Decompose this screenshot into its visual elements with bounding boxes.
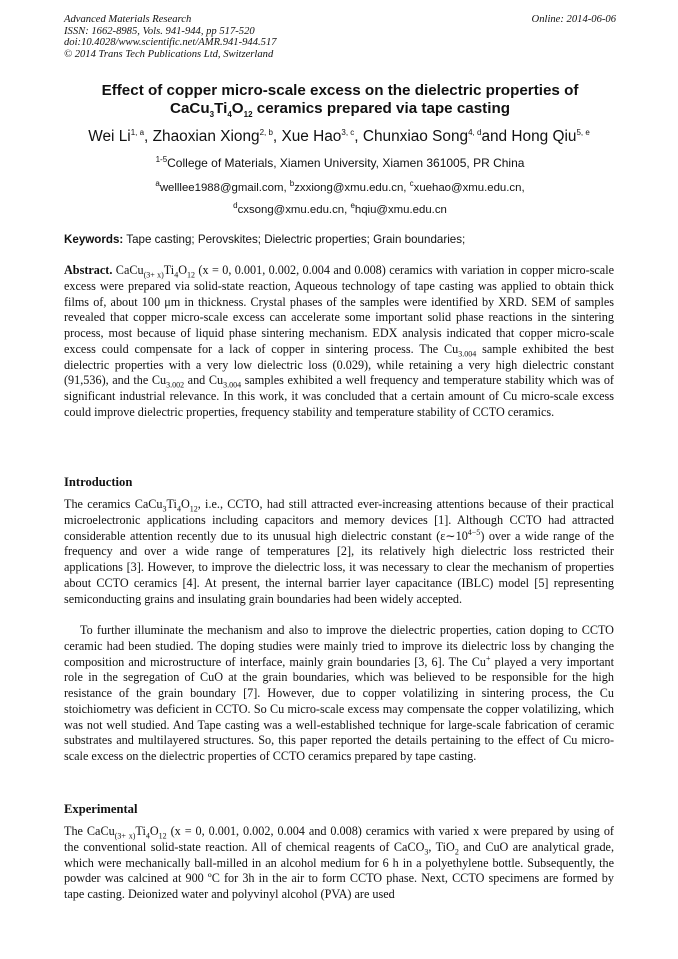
email-marker: d (233, 201, 238, 211)
author-1: Wei Li (88, 128, 131, 145)
author-2-affil: 2, b (259, 127, 273, 137)
abstract-text: CaCu (112, 263, 144, 277)
title-rest: ceramics prepared via tape casting (252, 100, 510, 117)
title-subscript: 3 (209, 110, 215, 120)
exp-text: O (149, 824, 159, 838)
email-marker: c (409, 179, 414, 189)
intro-superscript: + (485, 653, 491, 663)
affiliation-marker: 1-5 (155, 155, 168, 164)
abstract-text: Ti (163, 263, 175, 277)
exp-text: The CaCu (64, 824, 115, 838)
intro-subscript: 4 (176, 504, 181, 514)
intro-subscript: 3 (162, 504, 167, 514)
exp-text: , TiO (428, 839, 455, 854)
title-subscript: 4 (227, 110, 232, 120)
intro-text: , i.e., CCTO, had still attracted ever-increasing attentions because of their practical microelectronic applications including capacitors and memory devices [1]. Although CCTO had attracted considerable attention recently due to its unusual high dielectric constant (ε∼10 (64, 497, 614, 543)
exp-subscript: 12 (158, 831, 167, 841)
intro-text: ) over a wide range of the frequency and over a wide range of temperatures [2], its relatively high dielectric loss restricted their applications [3]. However, to improve the dielectric loss, it was necessary to clear the mechanism of properties about CCTO ceramics [4]. At present, the internal barrier layer capacitance (IBLC) model [5] representing semiconducting grains and insulating grain boundaries had been widely accepted. (64, 528, 614, 606)
abstract-text: samples exhibited a well frequency and temperature stability which was of significant industrial relevance. In this work, it was concluded that a certain amount of Cu micro-scale excess could improve dielectric properties, frequency stability and temperature stability of CCTO ceramics. (64, 373, 614, 419)
title-line-2 (64, 100, 616, 118)
abstract-subscript: (3+ x) (143, 270, 164, 280)
affiliation (64, 156, 616, 170)
abstract-subscript: 4 (174, 270, 179, 280)
keywords-label: Keywords: (64, 233, 124, 246)
journal-name: Advanced Materials Research (64, 14, 192, 25)
experimental-paragraph (64, 824, 614, 903)
copyright-line: © 2014 Trans Tech Publications Ltd, Switzerland (64, 48, 274, 60)
keywords (64, 233, 616, 247)
email-address: cxsong@xmu.edu.cn, (237, 204, 351, 216)
abstract-subscript: 3.002 (166, 380, 185, 390)
intro-subscript: 12 (189, 504, 198, 514)
title-subscript: 12 (243, 110, 253, 120)
abstract-text: (x = 0, 0.001, 0.002, 0.004 and 0.008) ceramics with variation in copper micro-scale excess were prepared via solid-state reaction, Aqueous technology of tape casting was applied to obtain thick films of, about 100 μm in thickness. Crystal phases of the samples were identified by XRD. SEM of samples revealed that copper micro-scale excess can accelerate some important solid phase reactions in the sintering process, most because of liquid phase sintering mechanism. EDX analysis indicated that copper micro-scale excess could compensate for a lack of copper in sintering process. The Cu (64, 263, 615, 356)
page-header (64, 14, 616, 60)
exp-text: Ti (135, 824, 146, 838)
abstract-text: and Cu (184, 373, 224, 388)
author-list (40, 127, 638, 147)
abstract-text: O (178, 263, 187, 277)
email-address: xuehao@xmu.edu.cn, (413, 182, 525, 194)
email-line-2 (64, 199, 616, 221)
abstract-subscript: 3.004 (458, 349, 477, 359)
abstract-subscript: 12 (187, 270, 195, 280)
abstract-text: sample exhibited the best dielectric properties with a very low dielectric loss (0.029), while retaining a very high dielectric constant (91,536), and the Cu (64, 341, 614, 388)
author-separator: , (272, 128, 282, 145)
title-line-1: Effect of copper micro-scale excess on the dielectric properties of (101, 82, 579, 99)
title-formula-part: CaCu (169, 100, 210, 117)
author-3-affil: 3, c (341, 127, 355, 137)
exp-subscript: 4 (145, 831, 150, 841)
introduction-paragraph-2 (64, 623, 614, 765)
email-marker: a (155, 179, 160, 189)
email-list (64, 177, 616, 221)
intro-text: O (180, 497, 190, 511)
introduction-paragraph-1 (64, 497, 614, 607)
email-address: zxxiong@xmu.edu.cn, (294, 182, 410, 194)
exp-subscript: 2 (454, 847, 459, 857)
author-3: Xue Hao (281, 128, 342, 145)
online-date: Online: 2014-06-06 (531, 14, 616, 25)
exp-text: and CuO are analytical grade, which were mechanically ball-milled in an alcohol medium for 6 h in a polyethylene bottle. Subsequently, the powder was calcined at 900 ºC for 3h in the air to form CCTO phase. Next, CCTO specimens are formed by tape casting. Deionized water and polyvinyl alcohol (PVA) are used (64, 839, 615, 901)
author-4: Chunxiao Song (362, 128, 469, 145)
doi-line: doi:10.4028/www.scientific.net/AMR.941-944.517 (64, 37, 277, 49)
title-formula-part: O (231, 100, 244, 117)
author-and: and (481, 128, 508, 145)
intro-text: To further illuminate the mechanism and also to improve the dielectric properties, cation doping to CCTO ceramic had been studied. The doping studies were mainly tried to improve its dielectric loss by changing the composition and microstructure of interface, mainly grain boundaries [3, 6]. The Cu (64, 623, 614, 669)
issn-line: ISSN: 1662-8985, Vols. 941-944, pp 517-520 (64, 25, 255, 37)
author-5: Hong Qiu (511, 128, 577, 145)
abstract-paragraph (64, 263, 614, 421)
abstract-label: Abstract. (64, 263, 113, 277)
experimental-heading: Experimental (64, 802, 138, 816)
author-1-affil: 1, a (130, 127, 145, 137)
author-4-affil: 4, d (468, 127, 482, 137)
exp-subscript: 3 (424, 847, 429, 857)
author-5-affil: 5, e (576, 127, 590, 137)
exp-text: (x = 0, 0.001, 0.002, 0.004 and 0.008) ceramics with varied x were prepared by using of the conventional solid-state reaction. All of chemical reagents of CaCO (64, 824, 614, 854)
email-marker: e (350, 201, 355, 211)
introduction-heading: Introduction (64, 475, 133, 489)
email-address: welllee1988@gmail.com, (159, 182, 290, 194)
abstract-subscript: 3.004 (223, 380, 242, 390)
intro-text: played a very important role in the segregation of CuO at the grain boundaries, which was believed to be responsible for the high resistance of the grain boundary [7]. However, due to copper volatilizing in sintering process, the Cu stoichiometry was deficient in CCTO. So Cu micro-scale excess may compensate the copper volatilizing, which was not well studied. And Tape casting was a well-established technique for large-scale fabrication of ceramic substrates and multilayered structures. So, this paper reported the details pertaining to the effect of Cu micro-scale excess on the dielectric properties of CCTO ceramics prepared by tape casting. (64, 654, 614, 763)
exp-subscript: (3+ x) (114, 831, 136, 841)
keywords-text: Tape casting; Perovskites; Dielectric properties; Grain boundaries; (123, 233, 466, 246)
title-formula-part: Ti (214, 100, 228, 117)
email-address: hqiu@xmu.edu.cn (354, 204, 447, 216)
intro-text: The ceramics CaCu (64, 497, 163, 511)
affiliation-text: College of Materials, Xiamen University, Xiamen 361005, PR China (167, 156, 525, 170)
author-separator: , (354, 128, 363, 145)
paper-title (64, 82, 616, 118)
email-line-1 (64, 177, 616, 199)
author-separator: , (144, 128, 153, 145)
email-marker: b (289, 179, 295, 189)
intro-superscript: 4−5 (467, 527, 481, 537)
intro-text: Ti (166, 497, 177, 511)
author-2: Zhaoxian Xiong (152, 128, 260, 145)
